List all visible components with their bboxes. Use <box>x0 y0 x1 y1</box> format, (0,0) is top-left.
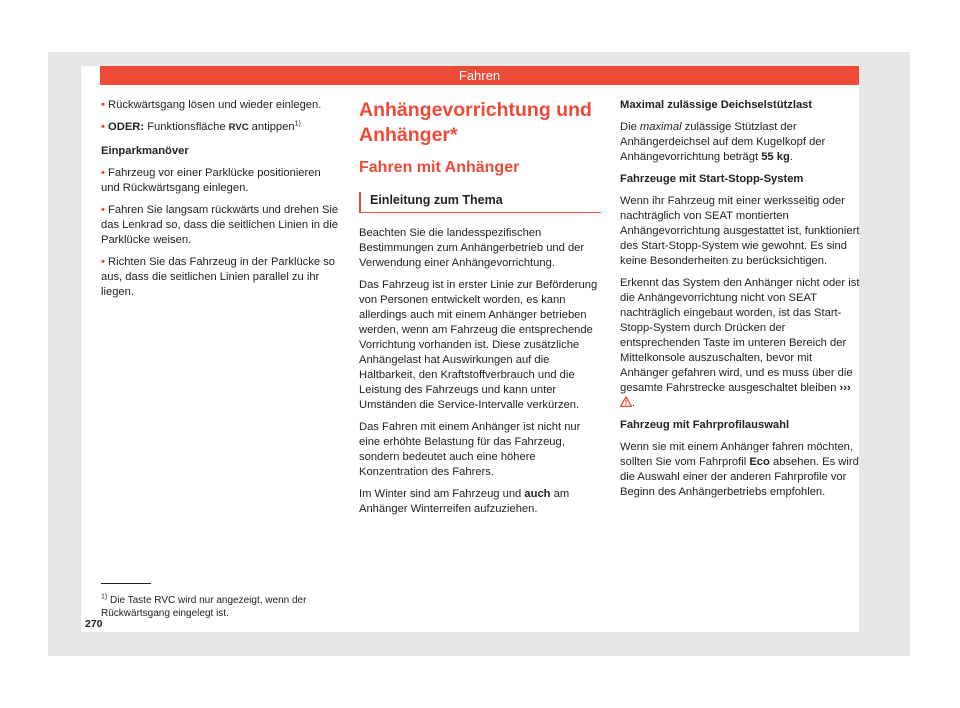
paragraph: Wenn sie mit einem Anhänger fahren möchten, sollten Sie vom Fahrprofil Eco absehen. Es wird die Auswahl einer der anderen Fahrprofile vor Beginn des Anhängerbetriebs empfohlen. <box>620 441 859 498</box>
bullet-icon: • <box>101 99 105 111</box>
chapter-header: Fahren <box>100 66 859 85</box>
main-heading: Anhängevorrichtung und Anhänger* <box>359 99 592 146</box>
list-item: • Richten Sie das Fahrzeug in der Parklücke so aus, dass die seitlichen Linien parallel zu ihr liegen. <box>101 256 336 298</box>
paragraph: Beachten Sie die landesspezifischen Bestimmungen zum Anhängerbetrieb und der Verwendung einer Anhängevorrichtung. <box>359 227 585 269</box>
footnote-divider <box>101 583 151 584</box>
list-item: • ODER: Funktionsfläche RVC antippen$^{1)}$ <box>101 120 301 133</box>
section-title: Einparkmanöver <box>101 145 189 157</box>
list-item: • Fahrzeug vor einer Parklücke positionieren und Rückwärtsgang einlegen. <box>101 167 321 194</box>
sub-heading: Fahren mit Anhänger <box>359 159 520 176</box>
bullet-icon: • <box>101 204 105 216</box>
list-item: • Rückwärtsgang lösen und wieder einlegen. <box>101 99 322 111</box>
warning-triangle-icon[interactable] <box>620 396 632 407</box>
cross-reference-arrows[interactable]: ››› <box>839 382 851 394</box>
column-middle <box>359 98 601 524</box>
paragraph: Erkennt das System den Anhänger nicht oder ist die Anhängevorrichtung nicht von SEAT nachträglich eingebaut worden, ist das Start-Stopp-System durch Drücken der entsprechenden Taste im unteren Bereich der Mittelkonsole auszuschalten, bevor mit Anhänger gefahren wird, und es muss über die gesamte Fahrstrecke ausgeschaltet bleiben ››› . <box>620 277 860 409</box>
bullet-icon: • <box>101 167 105 179</box>
page-number: 270 <box>85 618 103 630</box>
footnote-ref: 1) <box>294 120 301 128</box>
paragraph: Im Winter sind am Fahrzeug und auch am Anhänger Winterreifen aufzuziehen. <box>359 488 570 515</box>
column-left <box>101 98 341 307</box>
bullet-icon: • <box>101 121 105 133</box>
rvc-label: RVC <box>228 122 249 133</box>
paragraph: Wenn ihr Fahrzeug mit einer werksseitig oder nachträglich von SEAT montierten Anhängevorrichtung ausgestattet ist, funktioniert des Start-Stopp-System wie gewohnt. Es sind keine Besonderheiten zu berücksichtigen. <box>620 195 860 267</box>
section-title: Fahrzeug mit Fahrprofilauswahl <box>620 419 790 431</box>
paragraph: Das Fahrzeug ist in erster Linie zur Beförderung von Personen entwickelt worden, es kann allerdings auch mit einem Anhänger betrieben werden, wenn am Fahrzeug die entsprechende Vorrichtung vorhanden ist. Diese zusätzliche Anhängelast hat Auswirkungen auf die Haltbarkeit, den Kraftstoffverbrauch und die Leistung des Fahrzeugs und kann unter Umständen die Service-Intervalle verkürzen. <box>359 279 598 411</box>
list-item: • Fahren Sie langsam rückwärts und drehen Sie das Lenkrad so, dass die seitlichen Linien in die Parklücke weisen. <box>101 204 339 246</box>
paragraph: Die maximal zulässige Stützlast der Anhängerdeichsel auf dem Kugelkopf der Anhängevorrichtung beträgt 55 kg. <box>620 121 826 163</box>
column-right <box>620 98 860 507</box>
paragraph: Das Fahren mit einem Anhänger ist nicht nur eine erhöhte Belastung für das Fahrzeug, sondern bedeutet auch eine höhere Konzentration des Fahrers. <box>359 421 581 478</box>
footnote: $^{1)}$ Die Taste RVC wird nur angezeigt, wenn der Rückwärtsgang eingelegt ist. <box>101 593 307 619</box>
section-title: Maximal zulässige Deichselstützlast <box>620 99 813 111</box>
bullet-icon: • <box>101 256 105 268</box>
topic-heading: Einleitung zum Thema <box>359 192 601 213</box>
section-title: Fahrzeuge mit Start-Stopp-System <box>620 173 804 185</box>
